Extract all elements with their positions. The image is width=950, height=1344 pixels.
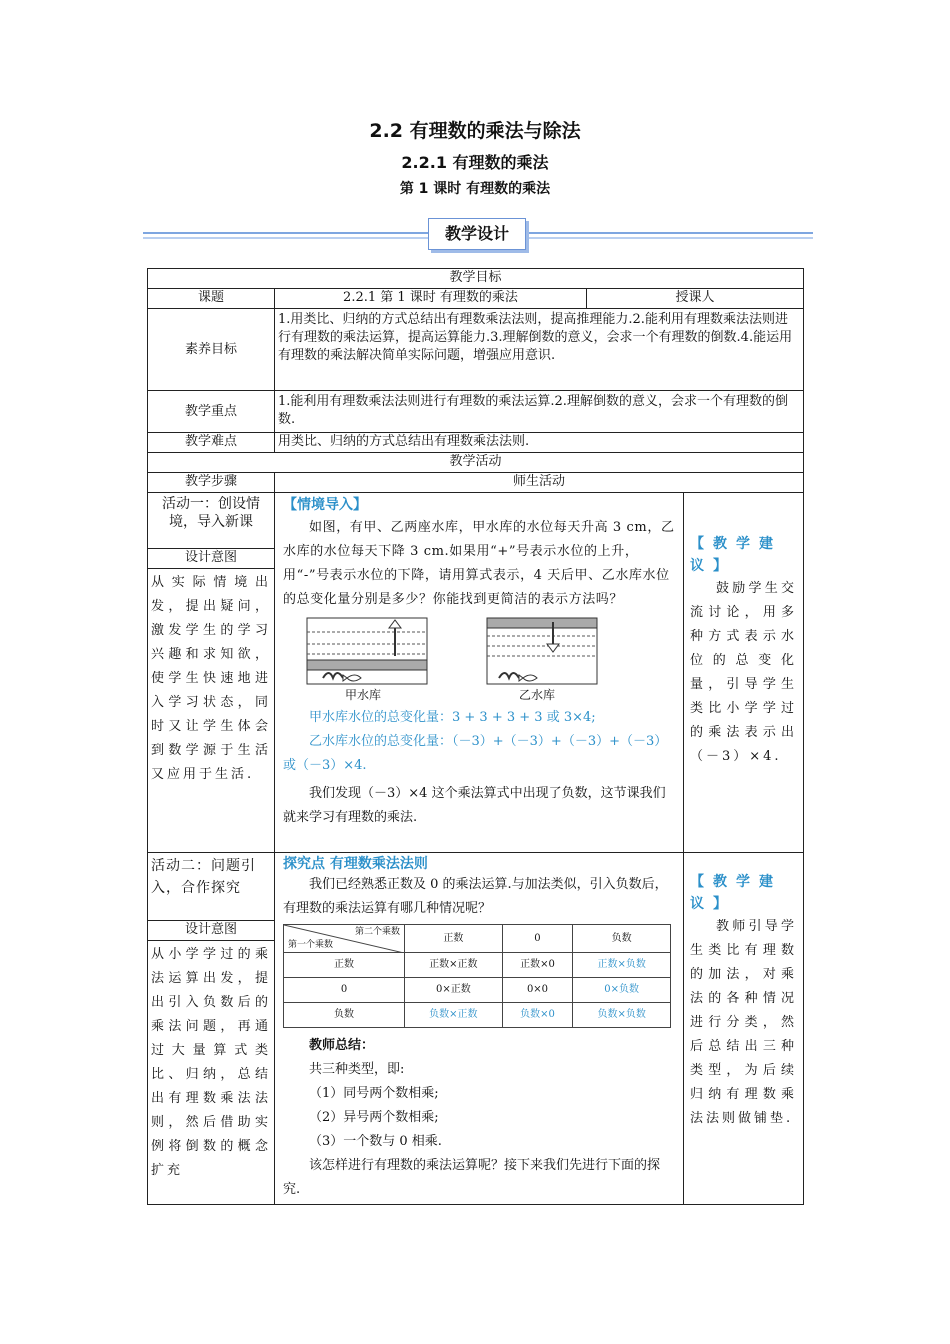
- activity2-content: [275, 853, 684, 1205]
- reservoir-a-drawing: [307, 618, 427, 684]
- grid-cell: 正数×正数: [405, 953, 503, 978]
- grid-cell: 0×负数: [573, 978, 671, 1003]
- multiplication-cases-table: [283, 924, 671, 1028]
- grid-row-head: 0: [284, 978, 405, 1003]
- grid-col-head: 0: [502, 925, 573, 953]
- grid-col-head: 负数: [573, 925, 671, 953]
- literacy-label: 素养目标: [148, 309, 275, 391]
- topic-value: 2.2.1 第 1 课时 有理数的乘法: [275, 289, 587, 309]
- grid-row-head: 正数: [284, 953, 405, 978]
- lesson-plan-table: [147, 268, 804, 1205]
- summary-item-1: （1）同号两个数相乘;: [309, 1086, 439, 1101]
- reservoir-figure: [283, 616, 675, 706]
- reservoir-diagram: [283, 616, 673, 706]
- grid-row-head: 负数: [284, 1003, 405, 1028]
- activity1-para2: 我们发现（－3）×4 这个乘法算式中出现了负数，这节课我们就来学习有理数的乘法.: [283, 786, 666, 825]
- teacher-label: 授课人: [587, 289, 804, 309]
- grid-corner-top: 第二个乘数: [354, 927, 400, 937]
- difficulty-label: 教学难点: [148, 433, 275, 453]
- grid-col-head: 正数: [405, 925, 503, 953]
- reservoir-b-drawing: [487, 618, 597, 684]
- grid-cell: 0×正数: [405, 978, 503, 1003]
- banner-label: 教学设计: [428, 218, 526, 250]
- reservoir-b-label: 乙水库: [519, 688, 556, 702]
- summary-item-2: （2）异号两个数相乘;: [309, 1110, 439, 1125]
- grid-cell: 0×0: [502, 978, 573, 1003]
- activities-header: 教学活动: [148, 453, 804, 473]
- section-title: 2.2.1 有理数的乘法: [401, 153, 549, 172]
- key-label: 教学重点: [148, 391, 275, 433]
- activity2-para2: 该怎样进行有理数的乘法运算呢？接下来我们先进行下面的探究.: [283, 1158, 661, 1197]
- activity1-answer1: 甲水库水位的总变化量：3 + 3 + 3 + 3 或 3×4;: [309, 710, 596, 725]
- grid-corner: [284, 925, 405, 953]
- grid-cell: 负数×0: [502, 1003, 573, 1028]
- key-text: 1.能利用有理数乘法法则进行有理数的乘法运算.2.理解倒数的意义，会求一个有理数的倒数.: [275, 391, 804, 433]
- summary-title: 教师总结：: [309, 1038, 375, 1053]
- activity2-intent-text: 从小学学过的乘法运算出发，提出引入负数后的乘法问题，再通过大量算式类比、归纳，总结出有理数乘法法则，然后借助实例将倒数的概念扩充: [148, 941, 275, 1205]
- activity2-suggestion: [684, 853, 804, 1205]
- activity1-label: 活动一：创设情境，导入新课: [148, 493, 275, 549]
- activity1-intent-text: 从实际情境出发，提出疑问，激发学生的学习兴趣和求知欲，使学生快速地进入学习状态，同时又让学生体会到数学源于生活又应用于生活.: [148, 569, 275, 853]
- activity2-label: 活动二：问题引入，合作探究: [148, 853, 275, 921]
- activity1-suggestion: [684, 493, 804, 853]
- difficulty-text: 用类比、归纳的方式总结出有理数乘法法则.: [275, 433, 804, 453]
- grid-cell: 正数×负数: [573, 953, 671, 978]
- steps-label: 教学步骤: [148, 473, 275, 493]
- activity1-suggest-head: 【教学建议】: [690, 536, 782, 574]
- activity1-intent-label: 设计意图: [148, 549, 275, 569]
- activity2-intent-label: 设计意图: [148, 921, 275, 941]
- grid-cell: 负数×正数: [405, 1003, 503, 1028]
- activity1-para1: 如图，有甲、乙两座水库，甲水库的水位每天升高 3 cm，乙水库的水位每天下降 3 cm.如果用“+”号表示水位的上升，用“-”号表示水位的下降，请用算式表示，4 天后甲、乙水库水位的总变化量分别是多少？你能找到更简洁的表示方法吗？: [283, 520, 675, 607]
- grid-cell: 正数×0: [502, 953, 573, 978]
- activity1-tag: 【情境导入】: [283, 497, 367, 513]
- activity2-suggest-text: 教师引导学生类比有理数的加法，对乘法的各种情况进行分类，然后总结出三种类型，为后续归纳有理数乘法法则做铺垫.: [690, 919, 798, 1126]
- activity1-suggest-text: 鼓励学生交流讨论，用多种方式表示水位的总变化量，引导学生类比小学学过的乘法表示出（－3）×4.: [690, 581, 798, 764]
- activity2-suggest-head: 【教学建议】: [690, 874, 782, 912]
- activity2-para1: 我们已经熟悉正数及 0 的乘法运算.与加法类似，引入负数后，有理数的乘法运算有哪几种情况呢？: [283, 877, 668, 916]
- teacher-student-label: 师生活动: [275, 473, 804, 493]
- summary-intro: 共三种类型，即:: [309, 1062, 405, 1077]
- lesson-title: 第 1 课时 有理数的乘法: [399, 181, 551, 197]
- grid-cell: 负数×负数: [573, 1003, 671, 1028]
- goals-header: 教学目标: [148, 269, 804, 289]
- teaching-design-banner: [143, 218, 813, 252]
- literacy-text: 1.用类比、归纳的方式总结出有理数乘法法则，提高推理能力.2.能利用有理数乘法法则进行有理数的乘法运算，提高运算能力.3.理解倒数的意义，会求一个有理数的倒数.4.能运用有理数的乘法解决简单实际问题，增强应用意识.: [275, 309, 804, 391]
- grid-corner-bottom: 第一个乘数: [288, 940, 334, 950]
- page-title: 2.2 有理数的乘法与除法: [369, 120, 581, 142]
- summary-item-3: （3）一个数与 0 相乘.: [309, 1134, 442, 1149]
- activity1-answer2: 乙水库水位的总变化量：（－3）+（－3）+（－3）+（－3）或（－3）×4.: [283, 734, 668, 773]
- reservoir-a-label: 甲水库: [345, 688, 382, 702]
- activity1-content: [275, 493, 684, 853]
- topic-label: 课题: [148, 289, 275, 309]
- activity2-tag: 探究点 有理数乘法法则: [283, 856, 428, 872]
